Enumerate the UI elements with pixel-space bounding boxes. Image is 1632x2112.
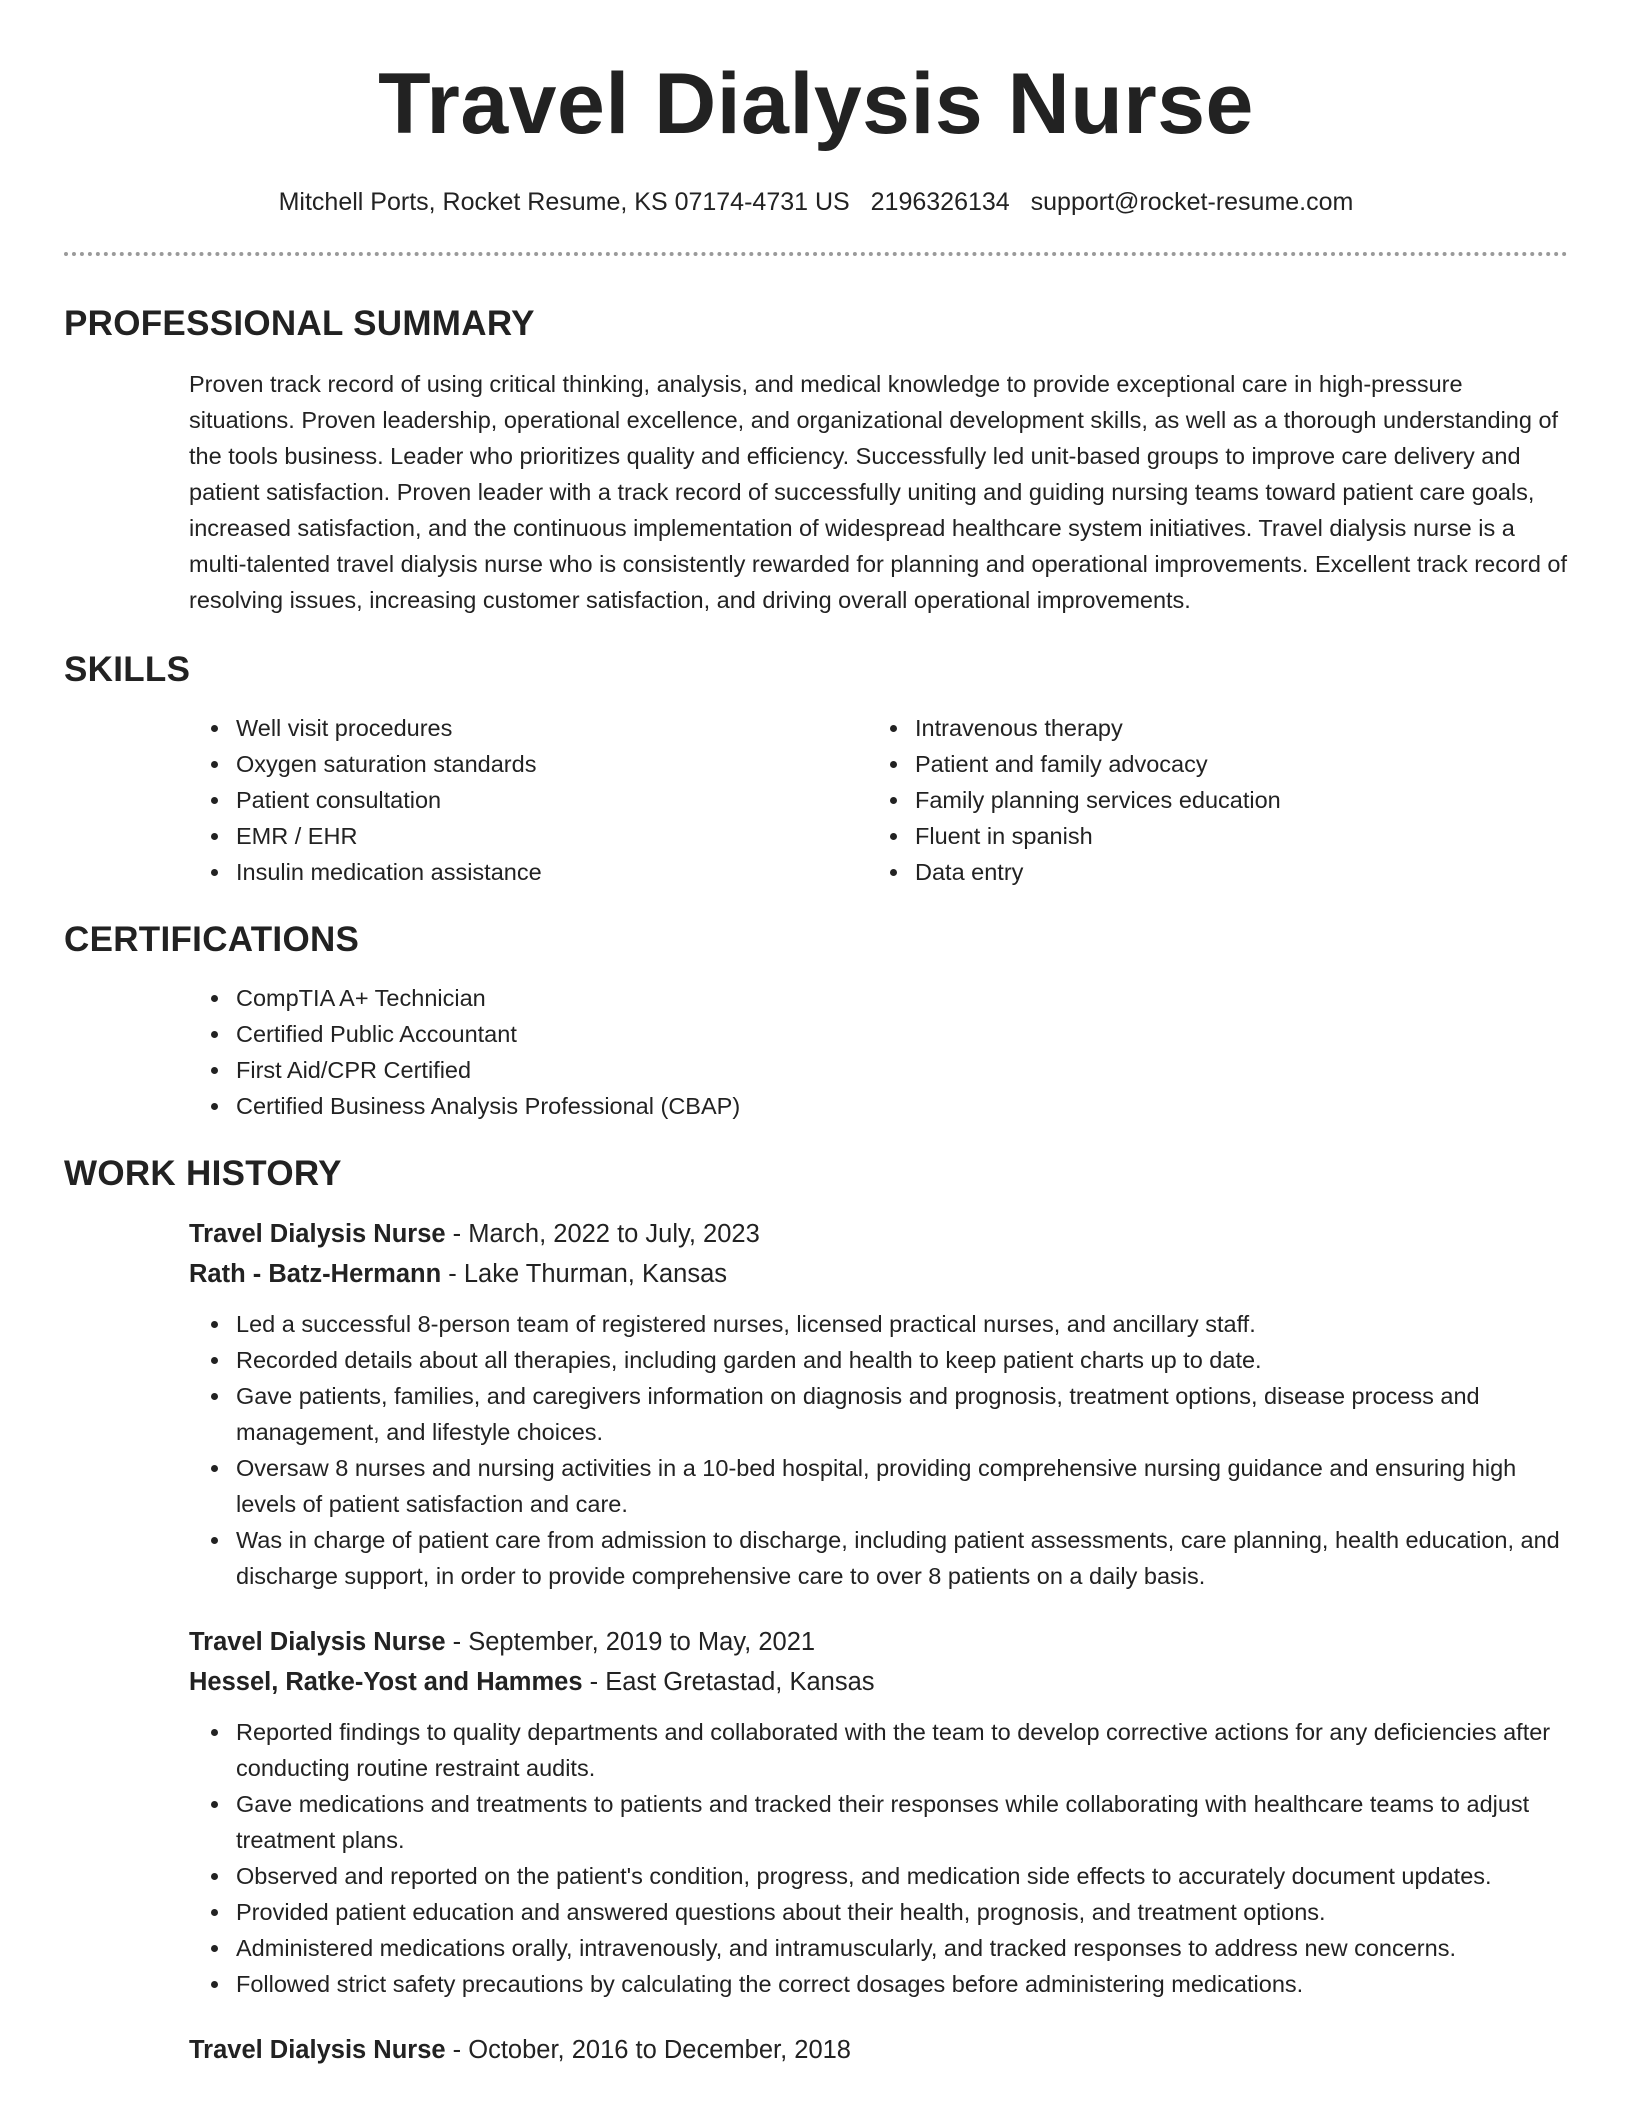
job-bullet: • Gave patients, families, and caregivers information on diagnosis and prognosis, treatment options, disease process and management, and lifestyle choices. <box>232 1378 1568 1450</box>
job-bullet: • Led a successful 8-person team of registered nurses, licensed practical nurses, and ancillary staff. <box>232 1306 1568 1342</box>
skills-heading: SKILLS <box>64 650 191 689</box>
skill-item: • Data entry <box>911 854 1421 890</box>
job-title: Travel Dialysis Nurse <box>189 1220 446 1248</box>
job-dates: - October, 2016 to December, 2018 <box>445 2036 851 2064</box>
skill-item: • Insulin medication assistance <box>232 854 742 890</box>
certification-item: • Certified Business Analysis Professional (CBAP) <box>232 1088 1568 1124</box>
job-bullet: • Oversaw 8 nurses and nursing activities in a 10-bed hospital, providing comprehensive nursing guidance and ensuring high levels of patient satisfaction and care. <box>232 1450 1568 1522</box>
job-entry <box>189 1622 1568 2002</box>
certification-item: • First Aid/CPR Certified <box>232 1052 1568 1088</box>
job-title: Travel Dialysis Nurse <box>189 2036 446 2064</box>
contact-email: support@rocket-resume.com <box>1030 188 1354 216</box>
job-bullet: • Followed strict safety precautions by calculating the correct dosages before administering medications. <box>232 1966 1568 2002</box>
employer-name: Rath - Batz-Hermann <box>189 1260 442 1288</box>
certifications-list <box>64 980 1568 1124</box>
skills-left-list <box>64 710 742 890</box>
employer-location: - Lake Thurman, Kansas <box>441 1260 728 1288</box>
job-entry <box>189 1214 1568 1594</box>
contact-phone: 2196326134 <box>870 188 1010 216</box>
certification-item: • CompTIA A+ Technician <box>232 980 1568 1016</box>
skill-item: • Well visit procedures <box>232 710 742 746</box>
job-title-line <box>189 2030 1568 2070</box>
header-divider <box>64 252 1568 256</box>
skill-item: • Intravenous therapy <box>911 710 1421 746</box>
job-bullet: • Observed and reported on the patient's condition, progress, and medication side effects to accurately document updates. <box>232 1858 1568 1894</box>
skill-item: • Family planning services education <box>911 782 1421 818</box>
job-bullets <box>189 1306 1568 1594</box>
job-bullet: • Provided patient education and answered questions about their health, prognosis, and treatment options. <box>232 1894 1568 1930</box>
employer-name: Hessel, Ratke-Yost and Hammes <box>189 1668 583 1696</box>
certifications-heading: CERTIFICATIONS <box>64 920 360 959</box>
job-bullet: • Recorded details about all therapies, including garden and health to keep patient charts up to date. <box>232 1342 1568 1378</box>
summary-heading: PROFESSIONAL SUMMARY <box>64 304 535 343</box>
certification-item: • Certified Public Accountant <box>232 1016 1568 1052</box>
job-dates: - September, 2019 to May, 2021 <box>445 1628 816 1656</box>
employer-line <box>189 1254 1568 1294</box>
job-bullet: • Reported findings to quality departments and collaborated with the team to develop corrective actions for any deficiencies after conducting routine restraint audits. <box>232 1714 1568 1786</box>
skill-item: • EMR / EHR <box>232 818 742 854</box>
contact-line <box>64 186 1568 218</box>
skills-right-list <box>742 710 1421 890</box>
skill-item: • Patient and family advocacy <box>911 746 1421 782</box>
job-dates: - March, 2022 to July, 2023 <box>445 1220 760 1248</box>
skills-columns <box>64 710 1568 890</box>
employer-location: - East Gretastad, Kansas <box>582 1668 875 1696</box>
job-title: Travel Dialysis Nurse <box>189 1628 446 1656</box>
job-bullets <box>189 1714 1568 2002</box>
job-bullet: • Was in charge of patient care from admission to discharge, including patient assessments, care planning, health education, and discharge support, in order to provide comprehensive care to over 8 patients on a daily basis. <box>232 1522 1568 1594</box>
resume-name: Travel Dialysis Nurse <box>378 56 1254 152</box>
work-history-heading: WORK HISTORY <box>64 1154 342 1193</box>
employer-line <box>189 1662 1568 1702</box>
contact-address: Mitchell Ports, Rocket Resume, KS 07174-4731 US <box>278 188 850 216</box>
job-title-line <box>189 1214 1568 1254</box>
skill-item: • Fluent in spanish <box>911 818 1421 854</box>
job-title-line <box>189 1622 1568 1662</box>
skill-item: • Patient consultation <box>232 782 742 818</box>
summary-text: Proven track record of using critical thinking, analysis, and medical knowledge to provide exceptional care in high-pressure situations. Proven leadership, operational excellence, and organizational development skills, as well as a thorough understanding of the tools business. Leader who prioritizes quality and efficiency. Successfully led unit-based groups to improve care delivery and patient satisfaction. Proven leader with a track record of successfully uniting and guiding nursing teams toward patient care goals, increased satisfaction, and the continuous implementation of widespread healthcare system initiatives. Travel dialysis nurse is a multi-talented travel dialysis nurse who is consistently rewarded for planning and operational improvements. Excellent track record of resolving issues, increasing customer satisfaction, and driving overall operational improvements. <box>189 371 1568 613</box>
skill-item: • Oxygen saturation standards <box>232 746 742 782</box>
job-bullet: • Gave medications and treatments to patients and tracked their responses while collaborating with healthcare teams to adjust treatment plans. <box>232 1786 1568 1858</box>
job-entry <box>189 2030 1568 2070</box>
job-bullet: • Administered medications orally, intravenously, and intramuscularly, and tracked responses to address new concerns. <box>232 1930 1568 1966</box>
